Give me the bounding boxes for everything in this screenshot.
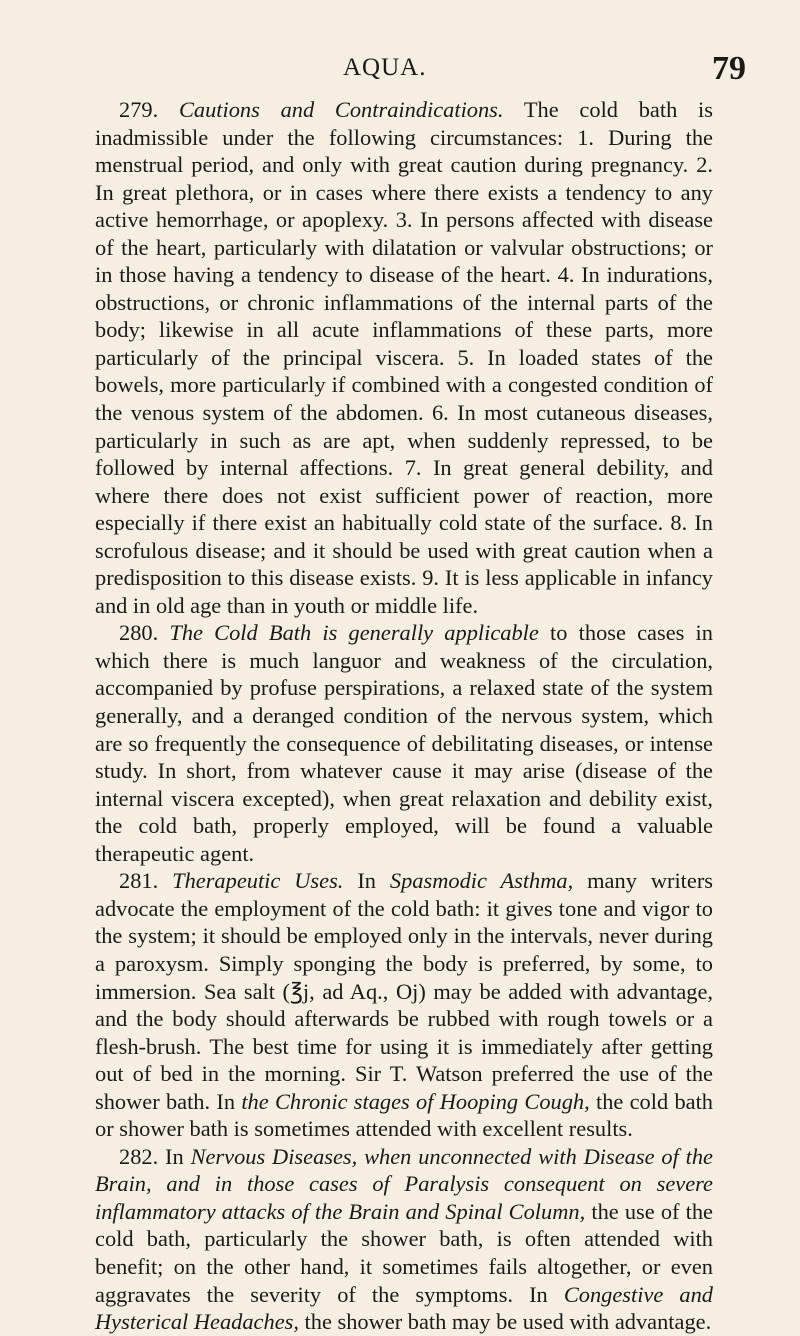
paragraph-282 — [95, 1143, 713, 1336]
paragraph-heading: Cautions and Contraindications. — [178, 97, 504, 122]
paragraph-279 — [95, 96, 713, 619]
text-segment: the shower bath may be used with advantage. — [298, 1309, 712, 1335]
text-segment: In — [357, 868, 390, 894]
paragraph-281 — [95, 867, 713, 1142]
text-segment-italic: Congestive and Hysterical Headaches, — [95, 1281, 713, 1335]
text-segment-italic: the Chronic stages of Hooping Cough, — [241, 1088, 590, 1114]
paragraph-280 — [95, 619, 713, 867]
text-segment: the use of the cold bath, particularly the shower bath, is often attended with benefit; on the other hand, it sometimes fails altogether, or even aggravates the severity of the symptoms. In — [95, 1198, 713, 1307]
paragraph-number: 279. — [119, 97, 159, 122]
text-segment-italic: Spasmodic Asthma, — [389, 868, 574, 894]
text-segment: the cold bath or shower bath is sometimes attended with excellent results. — [95, 1088, 713, 1142]
paragraph-heading: The Cold Bath is generally applicable — [169, 620, 539, 646]
page-header — [0, 52, 800, 92]
paragraph-number: 281. — [119, 868, 159, 894]
paragraph-number: 282. — [119, 1143, 159, 1169]
paragraph-text: to those cases in which there is much languor and weakness of the circulation, accompanied by profuse perspirations, a relaxed state of the system generally, and a deranged condition of the nervous system, which are so frequently the consequence of debilitating diseases, or intense study. In short, from whatever cause it may arise (disease of the internal viscera excepted), when great relaxation and debility exist, the cold bath, properly employed, will be found a valuable therapeutic agent. — [95, 620, 713, 866]
paragraph-text: The cold bath is inadmissible under the following circumstances: 1. During the menstrual period, and only with great caution during pregnancy. 2. In great plethora, or in cases where there exists a tendency to any active hemorrhage, or apoplexy. 3. In persons affected with disease of the heart, particularly with dilatation or valvular obstructions; or in those having a tendency to disease of the heart. 4. In indurations, obstructions, or chronic inflammations of the internal parts of the body; likewise in all acute inflammations of these parts, more particularly of the principal viscera. 5. In loaded states of the bowels, more particularly if combined with a congested condition of the venous system of the abdomen. 6. In most cutaneous diseases, particularly in such as are apt, when suddenly repressed, to be followed by internal affections. 7. In great general debility, and where there does not exist sufficient power of reaction, more especially if there exist an habitually cold state of the surface. 8. In scrofulous disease; and it should be used with great caution when a predisposition to this disease exists. 9. It is less applicable in infancy and in old age than in youth or middle life. — [95, 97, 713, 618]
text-segment: many writers advocate the employment of the cold bath: it gives tone and vigor to the system; it should be employed only in the intervals, never during a paroxysm. Simply sponging the body is preferred, by some, to immersion. Sea salt (℥j, ad Aq., Oj) may be added with advantage, and the body should afterwards be rubbed with rough towels or a flesh-brush. The best time for using it is immediately after getting out of bed in the morning. Sir T. Watson preferred the use of the shower bath. In — [95, 868, 713, 1114]
text-segment-italic: Nervous Diseases, when unconnected with Disease of the Brain, and in those cases of Paralysis consequent on severe inflammatory attacks of the Brain and Spinal Column, — [95, 1143, 713, 1224]
page-number: 79 — [712, 50, 746, 87]
body-text — [95, 96, 713, 1336]
paragraph-number: 280. — [119, 620, 159, 646]
running-title: AQUA. — [343, 54, 427, 81]
paragraph-heading: Therapeutic Uses. — [172, 868, 344, 894]
text-segment: In — [165, 1143, 191, 1169]
